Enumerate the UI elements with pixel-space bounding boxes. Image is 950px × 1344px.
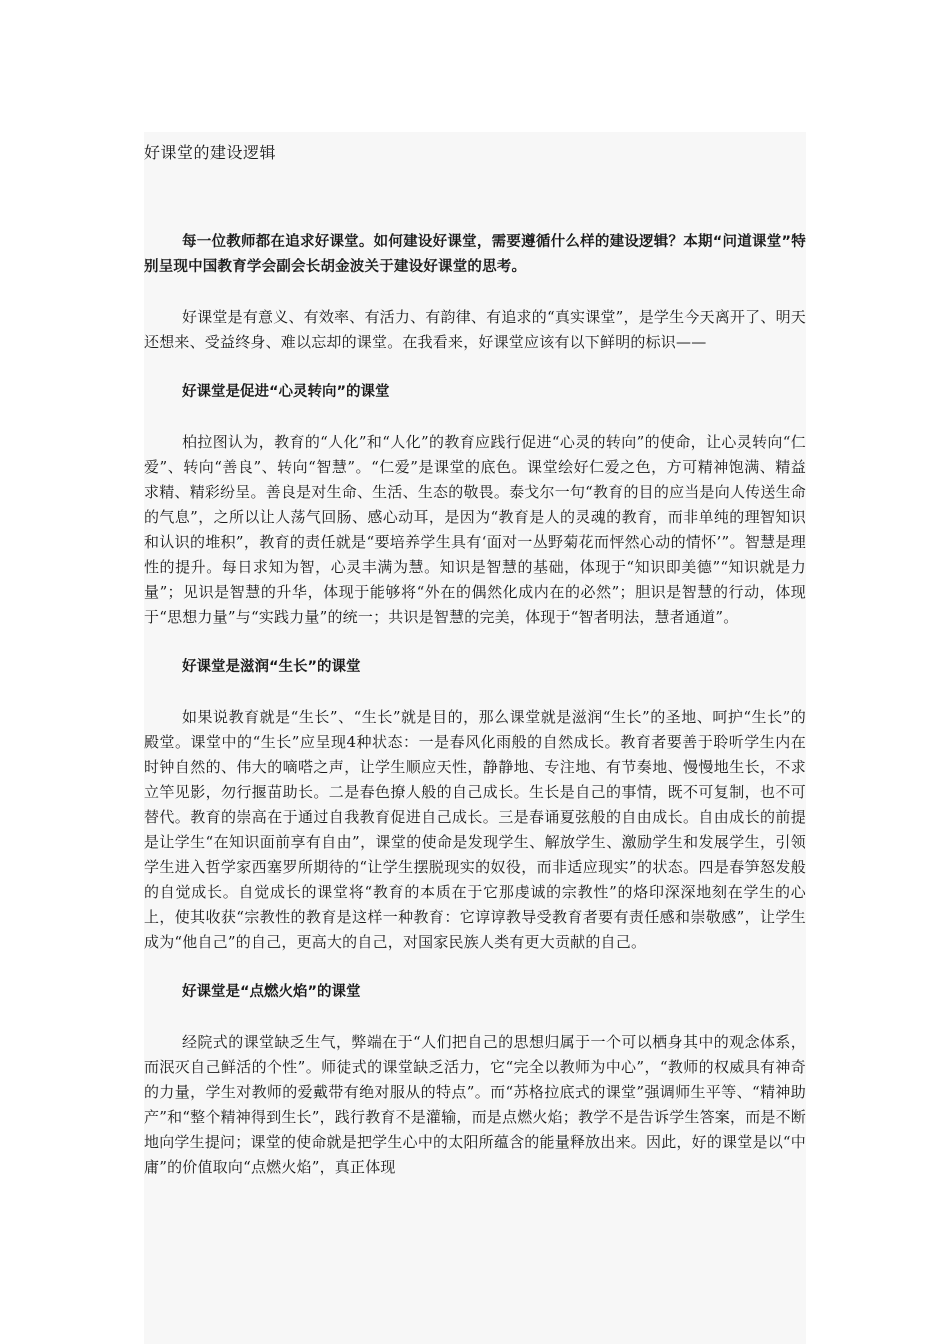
section-heading: 好课堂是促进“心灵转向”的课堂: [182, 384, 390, 400]
section-paragraph: 柏拉图认为，教育的“人化”和“人化”的教育应践行促进“心灵的转向”的使命，让心灵转向“仁爱”、转向“善良”、转向“智慧”。“仁爱”是课堂的底色。课堂绘好仁爱之色，方可精神饱满、精益求精、精彩纷呈。善良是对生命、生活、生态的敬畏。泰戈尔一句“教育的目的应当是向人传送生命的气息”，之所以让人荡气回肠、感心动耳，是因为“教育是人的灵魂的教育，而非单纯的理智知识和认识的堆积”，教育的责任就是“要培养学生具有‘面对一丛野菊花而怦然心动的情怀’”。智慧是理性的提升。每日求知为智，心灵丰满为慧。知识是智慧的基础，体现于“知识即美德”“知识就是力量”；见识是智慧的升华，体现于能够将“外在的偶然化成内在的必然”；胆识是智慧的行动，体现于“思想力量”与“实践力量”的统一；共识是智慧的完美，体现于“智者明法，慧者通道”。: [144, 433, 806, 626]
document-title: 好课堂的建设逻辑: [144, 143, 277, 162]
document-page: [144, 132, 806, 1344]
section-paragraph: 经院式的课堂缺乏生气，弊端在于“人们把自己的思想归属于一个可以栖身其中的观念体系，而泯灭自己鲜活的个性”。师徒式的课堂缺乏活力，它“完全以教师为中心”，“教师的权威具有神奇的力量，学生对教师的爱戴带有绝对服从的特点”。而“苏格拉底式的课堂”强调师生平等、“精神助产”和“整个精神得到生长”，践行教育不是灌输，而是点燃火焰；教学不是告诉学生答案，而是不断地向学生提问；课堂的使命就是把学生心中的太阳所蕴含的能量释放出来。因此，好的课堂是以“中庸”的价值取向“点燃火焰”，真正体现: [144, 1033, 807, 1176]
section: [144, 655, 806, 955]
section-heading: 好课堂是滋润“生长”的课堂: [182, 659, 361, 675]
document-body: [144, 230, 806, 1205]
lead-paragraph: 每一位教师都在追求好课堂。如何建设好课堂，需要遵循什么样的建设逻辑？本期“问道课堂”特别呈现中国教育学会副会长胡金波关于建设好课堂的思考。: [144, 234, 806, 275]
section: [144, 380, 806, 630]
section: [144, 980, 806, 1180]
section-paragraph: 如果说教育就是“生长”、“生长”就是目的，那么课堂就是滋润“生长”的圣地、呵护“生长”的殿堂。课堂中的“生长”应呈现4种状态：一是春风化雨般的自然成长。教育者要善于聆听学生内在时钟自然的、伟大的嘀嗒之声，让学生顺应天性，静静地、专注地、有节奏地、慢慢地生长，不求立竿见影，勿行揠苗助长。二是春色撩人般的自己成长。生长是自己的事情，既不可复制，也不可替代。教育的崇高在于通过自我教育促进自己成长。三是春诵夏弦般的自由成长。自由成长的前提是让学生“在知识面前享有自由”，课堂的使命是发现学生、解放学生、激励学生和发展学生，引领学生进入哲学家西塞罗所期待的“让学生摆脱现实的奴役，而非适应现实”的状态。四是春笋怒发般的自觉成长。自觉成长的课堂将“教育的本质在于它那虔诚的宗教性”的烙印深深地刻在学生的心上，使其收获“宗教性的教育是这样一种教育：它谆谆教导受教育者要有责任感和崇敬感”，让学生成为“他自己”的自己，更高大的自己，对国家民族人类有更大贡献的自己。: [144, 708, 806, 951]
section-heading: 好课堂是“点燃火焰”的课堂: [182, 984, 361, 1000]
intro-paragraph: 好课堂是有意义、有效率、有活力、有韵律、有追求的“真实课堂”，是学生今天离开了、明天还想来、受益终身、难以忘却的课堂。在我看来，好课堂应该有以下鲜明的标识——: [144, 308, 806, 351]
